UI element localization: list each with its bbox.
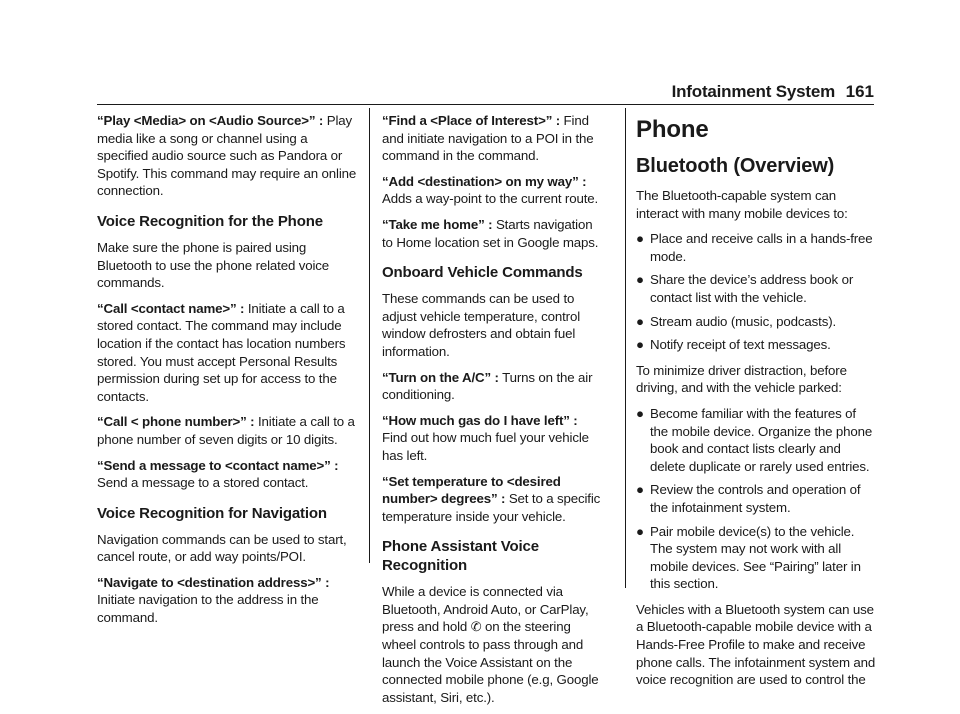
paragraph: These commands can be used to adjust vehicle temperature, control window defrosters and obtain fuel information. xyxy=(382,291,581,359)
paragraph xyxy=(382,412,604,465)
paragraph xyxy=(382,173,604,208)
list-item xyxy=(636,481,876,516)
section-title: Infotainment System xyxy=(671,82,835,101)
term: “Play <Media> on <Audio Source>” : xyxy=(97,113,324,128)
bullet-icon: ● xyxy=(636,313,644,329)
paragraph xyxy=(382,473,604,526)
column-2 xyxy=(382,112,604,714)
list-item-text: Notify receipt of text messages. xyxy=(650,337,831,353)
term: “Add <destination> on my way” : xyxy=(382,173,587,189)
paragraph xyxy=(382,216,604,251)
term: “Set temperature to <desired number> degrees” : xyxy=(382,473,561,507)
paragraph xyxy=(97,574,359,627)
list-item xyxy=(636,523,876,593)
list-item xyxy=(636,313,876,331)
heading-voice-navigation: Voice Recognition for Navigation xyxy=(97,504,327,522)
paragraph: Make sure the phone is paired using Bluetooth to use the phone related voice commands. xyxy=(97,239,330,291)
list-item-text: Share the device’s address book or contact list with the vehicle. xyxy=(650,272,854,305)
list-item xyxy=(636,405,876,475)
term-description: Turns on the air conditioning. xyxy=(382,369,593,403)
bullet-icon: ● xyxy=(636,482,644,498)
heading-onboard-commands: Onboard Vehicle Commands xyxy=(382,264,583,282)
column-divider-1 xyxy=(369,108,370,563)
paragraph xyxy=(97,300,359,406)
term-description: Find out how much fuel your vehicle has left. xyxy=(382,430,589,463)
paragraph xyxy=(97,413,359,448)
text: on the steering wheel controls to pass through and launch the Voice Assistant on the connected mobile phone (e.g, Google assistant, Siri, etc.). xyxy=(382,619,599,705)
term-description: Initiate a call to a phone number of seven digits or 10 digits. xyxy=(97,414,355,447)
list-item xyxy=(636,336,876,354)
bullet-icon: ● xyxy=(636,272,644,288)
bullet-icon: ● xyxy=(636,337,644,353)
paragraph xyxy=(97,457,359,492)
term: “Turn on the A/C” : xyxy=(382,369,499,385)
term: “Call <contact name>” : xyxy=(97,300,245,316)
heading-phone: Phone xyxy=(636,116,709,143)
bullet-icon: ● xyxy=(636,523,644,539)
list-item-text: Review the controls and operation of the infotainment system. xyxy=(650,482,861,515)
text: While a device is connected via Bluetooth, Android Auto, or CarPlay, press and hold xyxy=(382,584,589,635)
preparation-list xyxy=(636,405,876,593)
paragraph xyxy=(382,369,604,404)
term-description: Set to a specific temperature inside your vehicle. xyxy=(382,491,601,524)
term-description: Starts navigation to Home location set in Google maps. xyxy=(382,216,599,250)
term-description: Send a message to a stored contact. xyxy=(97,475,309,491)
heading-phone-assistant: Phone Assistant Voice Recognition xyxy=(382,538,539,575)
term: “Call < phone number>” : xyxy=(97,414,255,430)
page-number: 161 xyxy=(845,82,874,101)
voice-phone-icon: ✆ xyxy=(470,619,482,635)
term: “Send a message to <contact name>” : xyxy=(97,457,339,473)
bullet-icon: ● xyxy=(636,405,644,421)
heading-bluetooth-overview: Bluetooth (Overview) xyxy=(636,155,835,177)
term-description: Initiate navigation to the address in the command. xyxy=(97,592,319,626)
paragraph: Navigation commands can be used to start, cancel route, or add way points/POI. xyxy=(97,531,347,565)
term: “Take me home” : xyxy=(382,216,493,232)
feature-list xyxy=(636,230,876,354)
paragraph: Vehicles with a Bluetooth system can use a Bluetooth-capable mobile device with a Hands-Free Profile to make and receive phone calls. The infotainment system and voice recognition are used to control the xyxy=(636,601,876,688)
page-header xyxy=(0,82,960,106)
list-item-text: Stream audio (music, podcasts). xyxy=(650,313,837,329)
paragraph xyxy=(382,583,604,706)
term: “How much gas do I have left” : xyxy=(382,412,578,428)
list-item-text: Place and receive calls in a hands-free mode. xyxy=(650,231,873,264)
list-item-text: Pair mobile device(s) to the vehicle. The system may not work with all mobile devices. See “Pairing” later in this section. xyxy=(650,523,861,592)
list-item xyxy=(636,230,876,265)
term-description: Play media like a song or channel using a specified audio source such as Pandora or Spotify. This command may require an online connection. xyxy=(97,113,357,199)
term-description: Initiate a call to a stored contact. The command may include location if the contact has location numbers stored. You must accept Personal Results permission during set up for access to the contacts. xyxy=(97,300,346,404)
heading-voice-phone: Voice Recognition for the Phone xyxy=(97,212,323,230)
column-3 xyxy=(636,112,876,697)
paragraph xyxy=(97,112,359,200)
term-description: Adds a way-point to the current route. xyxy=(382,191,599,207)
list-item-text: Become familiar with the features of the mobile device. Organize the phone book and contact lists clearly and delete duplicate or rarely used entries. xyxy=(650,405,873,474)
column-1 xyxy=(97,112,359,635)
term: “Navigate to <destination address>” : xyxy=(97,574,330,590)
paragraph: The Bluetooth-capable system can interact with many mobile devices to: xyxy=(636,188,848,221)
bullet-icon: ● xyxy=(636,231,644,247)
term-description: Find and initiate navigation to a POI in the command in the command. xyxy=(382,113,594,164)
paragraph: To minimize driver distraction, before driving, and with the vehicle parked: xyxy=(636,362,847,396)
paragraph xyxy=(382,112,604,165)
header-rule xyxy=(97,104,874,105)
list-item xyxy=(636,271,876,306)
term: “Find a <Place of Interest>” : xyxy=(382,113,561,128)
column-divider-2 xyxy=(625,108,626,588)
